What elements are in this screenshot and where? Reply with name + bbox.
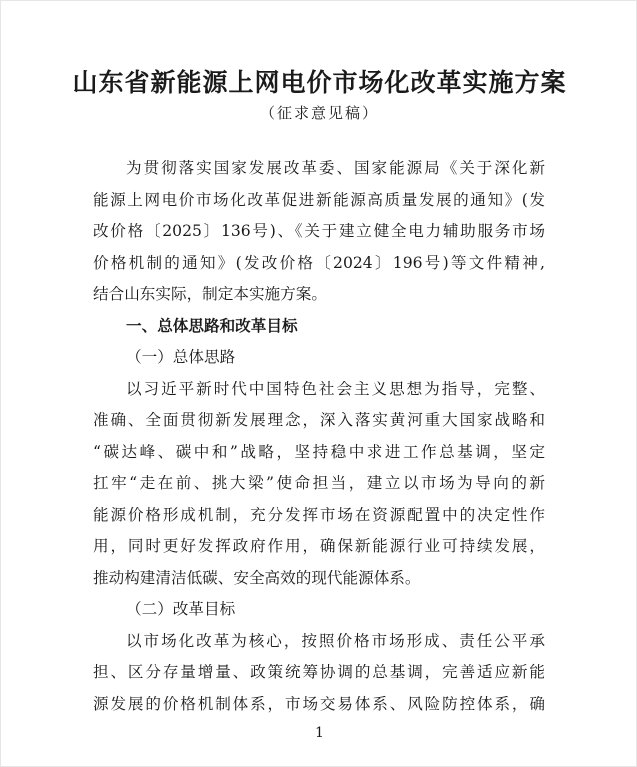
paragraph-line: 推动构建清洁低碳、安全高效的现代能源体系。 [93,568,421,587]
subsection-heading: （二）改革目标 [126,600,236,618]
intro-line: 价格机制的通知》(发改价格〔2024〕196号)等文件精神, [93,253,545,272]
document-subtitle: （征求意见稿） [259,104,379,122]
paragraph-line: 以习近平新时代中国特色社会主义思想为指导，完整、 [126,379,545,398]
paragraph-line: 担、区分存量增量、政策统筹协调的总基调，完善适应新能 [93,663,545,681]
paragraph-line: 源发展的价格机制体系，市场交易体系、风险防控体系，确 [93,694,545,713]
section-heading: 一、总体思路和改革目标 [126,316,298,335]
intro-line: 改价格〔2025〕136号)、《关于建立健全电力辅助服务市场 [93,222,545,240]
intro-line: 能源上网电价市场化改革促进新能源高质量发展的通知》(发 [93,190,545,209]
document-body [93,153,545,720]
intro-line: 结合山东实际，制定本实施方案。 [93,285,327,303]
paragraph-line: 能源价格形成机制，充分发挥市场在资源配置中的决定性作 [93,505,545,524]
document-title: 山东省新能源上网电价市场化改革实施方案 [72,68,567,97]
page-number: 1 [315,725,324,741]
paragraph-line: 扛牢“走在前、挑大梁”使命担当，建立以市场为导向的新 [93,474,545,492]
intro-line: 为贯彻落实国家发展改革委、国家能源局《关于深化新 [126,159,545,177]
paragraph-line: 以市场化改革为核心，按照价格市场形成、责任公平承 [126,631,545,650]
paragraph-line: “碳达峰、碳中和”战略，坚持稳中求进工作总基调，坚定 [93,442,545,461]
subsection-heading: （一）总体思路 [126,348,236,366]
paragraph-line: 准确、全面贯彻新发展理念，深入落实黄河重大国家战略和 [93,411,545,429]
paragraph-line: 用，同时更好发挥政府作用，确保新能源行业可持续发展， [93,537,545,555]
